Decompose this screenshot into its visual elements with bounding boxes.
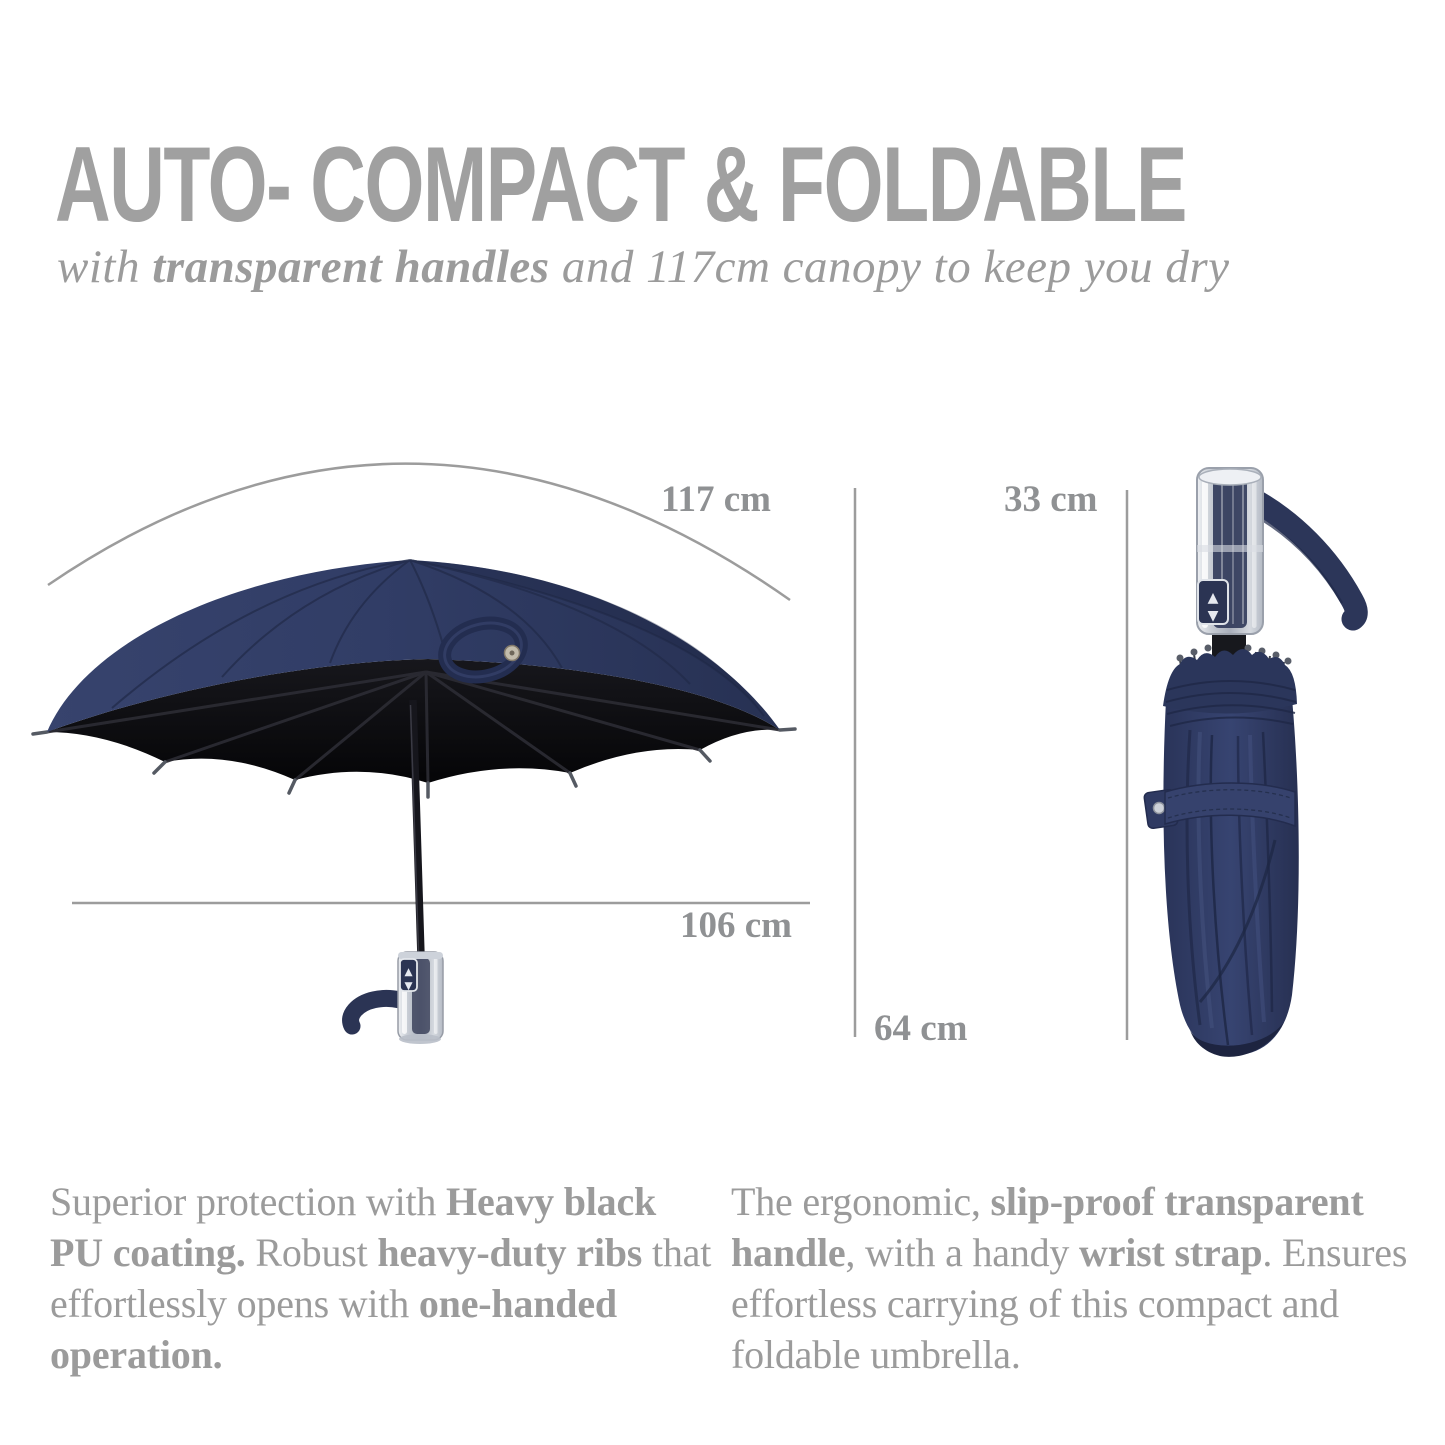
feature-bold-text: Heavy black PU coating. — [50, 1179, 657, 1275]
folded-canopy-body — [1163, 685, 1298, 1055]
close-arrow-icon: ▼ — [1207, 608, 1219, 624]
feature-paragraph-handle — [731, 1176, 1431, 1380]
feature-text: Superior protection with — [50, 1179, 447, 1224]
page-title: AUTO- COMPACT & FOLDABLE — [55, 124, 1186, 244]
feature-bold-text: wrist strap — [1079, 1230, 1263, 1275]
subtitle-text: with — [57, 241, 153, 293]
canopy-width-label: 117 cm — [661, 479, 771, 520]
feature-paragraph-coating — [50, 1176, 715, 1380]
subtitle-text: and 117cm canopy to keep you dry — [549, 241, 1230, 293]
feature-bold-text: one-handed operation. — [50, 1281, 617, 1377]
feature-bold-text: heavy-duty ribs — [377, 1230, 643, 1275]
feature-bold-text: slip-proof transparent handle — [731, 1179, 1364, 1275]
ground-coverage-label: 106 cm — [680, 905, 792, 946]
open-arrow-icon: ▲ — [1207, 590, 1219, 606]
feature-text: that effortlessly opens with — [50, 1230, 712, 1326]
folded-length-label: 33 cm — [1004, 479, 1098, 520]
snap-button — [1154, 803, 1165, 814]
feature-text: The ergonomic, — [731, 1179, 991, 1224]
subtitle-bold-text: transparent handles — [152, 241, 550, 293]
open-umbrella-handle — [351, 952, 443, 1044]
open-arrow-icon: ▲ — [404, 966, 413, 978]
feature-text: . Ensures effortless carrying of this compact and foldable umbrella. — [731, 1230, 1408, 1377]
wrist-strap — [351, 998, 400, 1026]
feature-text: , with a handy — [845, 1230, 1080, 1275]
close-arrow-icon: ▼ — [404, 980, 413, 992]
open-length-label: 64 cm — [874, 1008, 968, 1049]
page-subtitle — [57, 240, 1230, 294]
folded-umbrella — [1144, 468, 1357, 1057]
feature-text: Robust — [245, 1230, 378, 1275]
folded-umbrella-handle — [1197, 468, 1263, 634]
open-umbrella — [33, 560, 795, 1044]
